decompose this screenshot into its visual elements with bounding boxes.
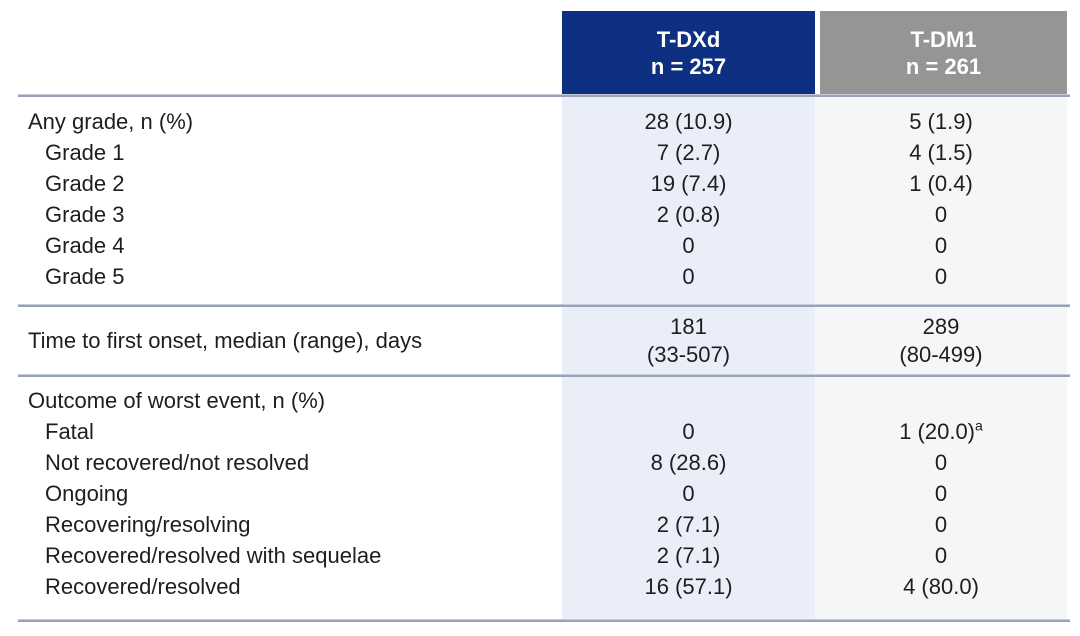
tdm1-value-cell: 0 bbox=[934, 450, 948, 475]
row-label: Grade 1 bbox=[45, 140, 125, 165]
tdm1-n: n = 261 bbox=[905, 53, 982, 79]
tdxd-value-cell: 16 (57.1) bbox=[644, 574, 733, 599]
tdm1-value-cell: 0 bbox=[934, 264, 948, 289]
tdxd-value-cell: 2 (0.8) bbox=[656, 202, 721, 227]
onset-range-tdxd: (33-507) bbox=[646, 342, 731, 367]
row-label: Not recovered/not resolved bbox=[45, 450, 310, 475]
row-label: Grade 3 bbox=[45, 202, 125, 227]
table-row bbox=[18, 137, 1070, 168]
tdm1-value-cell: 5 (1.9) bbox=[909, 109, 973, 134]
tdm1-value-cell: 4 (1.5) bbox=[909, 140, 973, 165]
row-label: Grade 2 bbox=[45, 171, 125, 196]
tdm1-value-cell: 0 bbox=[934, 481, 948, 506]
row-label: Outcome of worst event, n (%) bbox=[28, 388, 326, 413]
tdxd-value-cell: 7 (2.7) bbox=[656, 140, 721, 165]
table-row bbox=[18, 168, 1070, 199]
tdm1-value-cell: 1 (0.4) bbox=[909, 171, 973, 196]
tdxd-value-cell: 0 bbox=[682, 264, 695, 289]
onset-range-tdm1: (80-499) bbox=[899, 342, 983, 367]
table-row bbox=[18, 199, 1070, 230]
row-label: Any grade, n (%) bbox=[28, 109, 194, 134]
tdm1-value-cell: 0 bbox=[934, 512, 948, 537]
row-label: Grade 4 bbox=[45, 233, 125, 258]
tdxd-n: n = 257 bbox=[650, 53, 727, 79]
tdm1-value-cell bbox=[815, 416, 1067, 447]
rule-bottom bbox=[18, 619, 1070, 622]
tdxd-value-cell: 19 (7.4) bbox=[650, 171, 727, 196]
section-grades bbox=[18, 106, 1070, 292]
row-label: Recovered/resolved with sequelae bbox=[45, 543, 382, 568]
table-row bbox=[18, 230, 1070, 261]
tdxd-value-cell: 8 (28.6) bbox=[650, 450, 727, 475]
table-row bbox=[18, 261, 1070, 292]
table-row bbox=[18, 385, 1070, 416]
tdm1-value-cell bbox=[815, 385, 1067, 416]
row-label: Time to first onset, median (range), days bbox=[28, 328, 423, 353]
section-outcome bbox=[18, 385, 1070, 602]
tdxd-label: T-DXd bbox=[656, 26, 721, 52]
footnote-marker-a: a bbox=[975, 417, 983, 434]
onset-median-tdxd: 181 bbox=[670, 314, 707, 339]
table-row bbox=[18, 478, 1070, 509]
rule-after-onset bbox=[18, 374, 1070, 377]
row-label: Recovering/resolving bbox=[45, 512, 251, 537]
tdm1-label: T-DM1 bbox=[910, 26, 977, 52]
row-label: Recovered/resolved bbox=[45, 574, 241, 599]
rule-after-grades bbox=[18, 304, 1070, 307]
tdxd-value-cell: 2 (7.1) bbox=[656, 512, 721, 537]
tdm1-value-cell: 4 (80.0) bbox=[903, 574, 979, 599]
tdm1-value: 1 (20.0) bbox=[899, 419, 976, 444]
table-row bbox=[18, 106, 1070, 137]
row-label: Ongoing bbox=[45, 481, 129, 506]
row-label: Fatal bbox=[45, 419, 94, 444]
column-header-tdm1 bbox=[820, 11, 1067, 94]
tdm1-value-cell: 0 bbox=[934, 202, 948, 227]
tdxd-value-cell bbox=[562, 385, 815, 416]
tdm1-value-cell: 0 bbox=[934, 543, 948, 568]
tdxd-value-cell bbox=[562, 313, 815, 369]
rule-below-header bbox=[18, 94, 1070, 97]
tdxd-value-cell: 0 bbox=[682, 419, 695, 444]
table-row bbox=[18, 509, 1070, 540]
tdxd-value-cell: 28 (10.9) bbox=[644, 109, 733, 134]
table-row bbox=[18, 416, 1070, 447]
column-header-tdxd bbox=[562, 11, 815, 94]
tdxd-value-cell: 0 bbox=[682, 233, 695, 258]
table-row bbox=[18, 308, 1070, 374]
table-row bbox=[18, 540, 1070, 571]
table-row bbox=[18, 571, 1070, 602]
tdm1-value-cell bbox=[815, 313, 1067, 369]
onset-median-tdm1: 289 bbox=[922, 314, 960, 339]
tdm1-value-cell: 0 bbox=[934, 233, 948, 258]
tdxd-value-cell: 2 (7.1) bbox=[656, 543, 721, 568]
row-label: Grade 5 bbox=[45, 264, 125, 289]
tdxd-value-cell: 0 bbox=[682, 481, 695, 506]
table-row bbox=[18, 447, 1070, 478]
section-onset bbox=[18, 308, 1070, 374]
